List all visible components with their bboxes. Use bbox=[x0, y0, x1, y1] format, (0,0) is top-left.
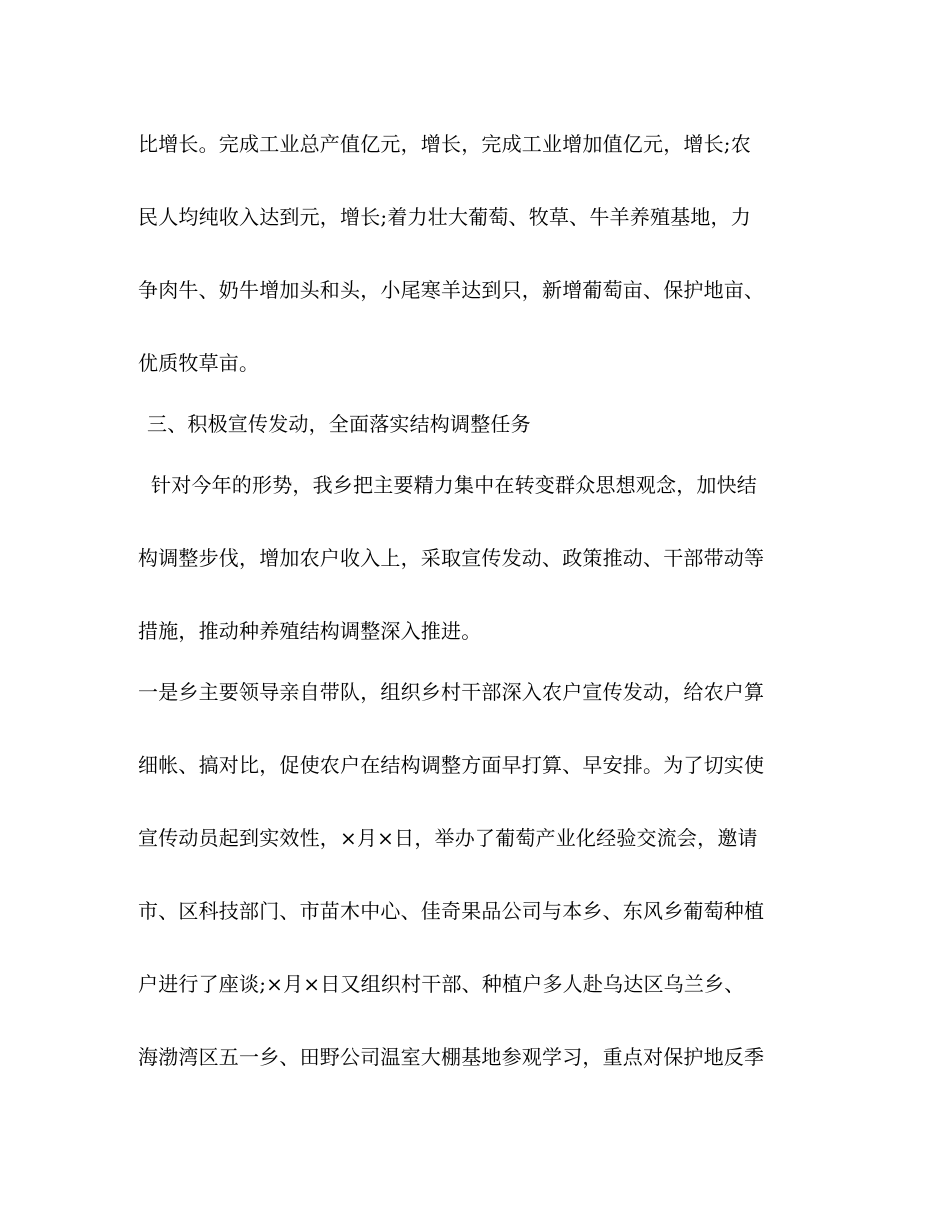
paragraph-line: 措施，推动种养殖结构调整深入推进。 bbox=[138, 619, 482, 643]
paragraph-line: 市、区科技部门、市苗木中心、佳奇果品公司与本乡、东风乡葡萄种植 bbox=[138, 899, 765, 923]
paragraph-line: 一是乡主要领导亲自带队，组织乡村干部深入农户宣传发动，给农户算 bbox=[138, 680, 765, 704]
paragraph-line: 针对今年的形势，我乡把主要精力集中在转变群众思想观念，加快结 bbox=[151, 473, 757, 497]
paragraph-line: 宣传动员起到实效性，×月×日，举办了葡萄产业化经验交流会，邀请 bbox=[138, 826, 758, 850]
paragraph-line: 户进行了座谈;×月×日又组织村干部、种植户多人赴乌达区乌兰乡、 bbox=[138, 972, 745, 996]
paragraph-line: 争肉牛、奶牛增加头和头，小尾寒羊达到只，新增葡萄亩、保护地亩、 bbox=[138, 278, 765, 302]
paragraph-line: 民人均纯收入达到元，增长;着力壮大葡萄、牧草、牛羊养殖基地，力 bbox=[138, 205, 751, 229]
paragraph-line: 构调整步伐，增加农户收入上，采取宣传发动、政策推动、干部带动等 bbox=[138, 546, 765, 570]
paragraph-line: 优质牧草亩。 bbox=[138, 351, 260, 375]
paragraph-line: 细帐、搞对比，促使农户在结构调整方面早打算、早安排。为了切实使 bbox=[138, 753, 765, 777]
paragraph-line: 海渤湾区五一乡、田野公司温室大棚基地参观学习，重点对保护地反季 bbox=[138, 1045, 765, 1069]
section-heading: 三、积极宣传发动，全面落实结构调整任务 bbox=[147, 412, 531, 436]
paragraph-line: 比增长。完成工业总产值亿元，增长，完成工业增加值亿元，增长;农 bbox=[138, 132, 751, 156]
